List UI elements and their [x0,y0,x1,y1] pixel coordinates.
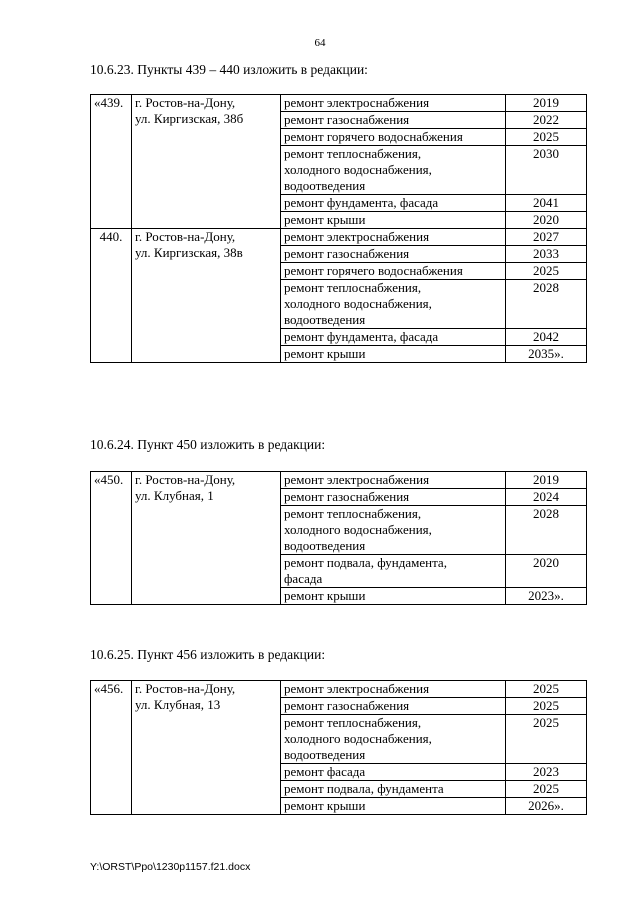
text-line: ремонт фундамента, фасада [284,195,439,210]
work-type [281,555,506,588]
text-line: ремонт газоснабжения [284,489,410,504]
work-type [281,129,506,146]
text-line: ремонт подвала, фундамента [284,781,444,796]
text-line: ремонт газоснабжения [284,112,410,127]
work-year: 2025 [506,781,587,798]
work-type [281,698,506,715]
work-year: 2020 [506,212,587,229]
text-line: холодного водоснабжения, [284,522,432,537]
text-line: водоотведения [284,312,366,327]
file-path-footer: Y:\ORST\Ppo\1230p1157.f21.docx [90,861,251,873]
entry-address [132,229,281,363]
work-type [281,212,506,229]
table-row [91,95,587,112]
text-line: ремонт электроснабжения [284,681,430,696]
section-heading-3: 10.6.25. Пункт 456 изложить в редакции: [90,647,326,662]
table-section-1 [90,94,587,363]
entry-number: 440. [91,229,132,363]
text-line: ремонт газоснабжения [284,698,410,713]
entry-number: «450. [91,472,132,605]
text-line: ремонт электроснабжения [284,95,430,110]
work-type [281,280,506,329]
text-line: ремонт крыши [284,346,366,361]
text-line: г. Ростов-на-Дону, [135,95,236,110]
section-heading-1: 10.6.23. Пункты 439 – 440 изложить в редакции: [90,62,368,77]
work-type [281,764,506,781]
text-line: г. Ростов-на-Дону, [135,229,236,244]
entry-address [132,95,281,229]
work-year: 2025 [506,263,587,280]
entry-address [132,472,281,605]
table-row [91,472,587,489]
work-type [281,346,506,363]
work-type [281,246,506,263]
text-line: ремонт горячего водоснабжения [284,263,463,278]
text-line: ремонт электроснабжения [284,472,430,487]
work-year: 2041 [506,195,587,212]
work-type [281,329,506,346]
work-year: 2024 [506,489,587,506]
work-type [281,489,506,506]
text-line: ул. Клубная, 1 [135,488,214,503]
text-line: ремонт крыши [284,212,366,227]
work-year: 2026». [506,798,587,815]
work-year: 2022 [506,112,587,129]
text-line: г. Ростов-на-Дону, [135,472,236,487]
work-year: 2023». [506,588,587,605]
entry-number: «456. [91,681,132,815]
entry-number: «439. [91,95,132,229]
work-year: 2028 [506,280,587,329]
work-type [281,681,506,698]
work-type [281,263,506,280]
work-year: 2025 [506,129,587,146]
work-type [281,195,506,212]
text-line: водоотведения [284,538,366,553]
work-year: 2019 [506,95,587,112]
text-line: ремонт теплоснабжения, [284,280,422,295]
text-line: ремонт теплоснабжения, [284,715,422,730]
text-line: холодного водоснабжения, [284,296,432,311]
table-row [91,681,587,698]
work-type [281,798,506,815]
work-year: 2025 [506,715,587,764]
work-type [281,95,506,112]
text-line: холодного водоснабжения, [284,731,432,746]
text-line: ремонт фундамента, фасада [284,329,439,344]
text-line: водоотведения [284,747,366,762]
work-type [281,588,506,605]
work-year: 2025 [506,681,587,698]
page-number: 64 [314,37,326,49]
text-line: ремонт горячего водоснабжения [284,129,463,144]
work-year: 2035». [506,346,587,363]
text-line: водоотведения [284,178,366,193]
work-year: 2019 [506,472,587,489]
text-line: ремонт газоснабжения [284,246,410,261]
work-type [281,112,506,129]
text-line: холодного водоснабжения, [284,162,432,177]
work-type [281,229,506,246]
work-year: 2020 [506,555,587,588]
work-year: 2028 [506,506,587,555]
section-heading-2: 10.6.24. Пункт 450 изложить в редакции: [90,437,326,452]
work-year: 2023 [506,764,587,781]
work-type [281,146,506,195]
table-section-3 [90,680,587,815]
work-type [281,506,506,555]
work-type [281,715,506,764]
work-type [281,781,506,798]
entry-address [132,681,281,815]
text-line: фасада [284,571,323,586]
text-line: ремонт теплоснабжения, [284,506,422,521]
table-row [91,229,587,246]
text-line: ул. Киргизская, 38б [135,111,244,126]
text-line: ремонт теплоснабжения, [284,146,422,161]
text-line: ремонт крыши [284,798,366,813]
work-type [281,472,506,489]
text-line: ул. Киргизская, 38в [135,245,243,260]
text-line: ремонт фасада [284,764,366,779]
work-year: 2042 [506,329,587,346]
text-line: ремонт подвала, фундамента, [284,555,447,570]
text-line: г. Ростов-на-Дону, [135,681,236,696]
work-year: 2025 [506,698,587,715]
table-section-2 [90,471,587,605]
work-year: 2030 [506,146,587,195]
text-line: ремонт крыши [284,588,366,603]
text-line: ремонт электроснабжения [284,229,430,244]
text-line: ул. Клубная, 13 [135,697,221,712]
work-year: 2027 [506,229,587,246]
work-year: 2033 [506,246,587,263]
